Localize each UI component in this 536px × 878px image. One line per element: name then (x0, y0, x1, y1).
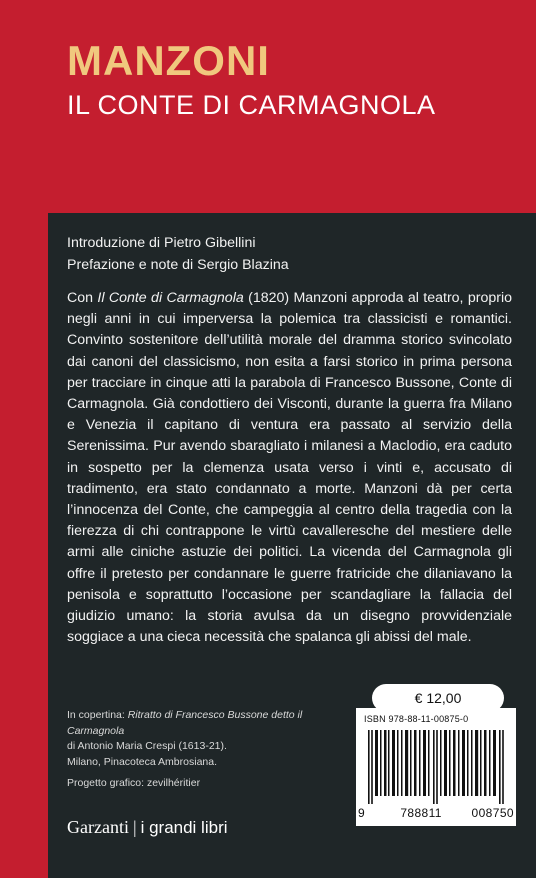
barcode-digits-right: 008750 (471, 806, 514, 820)
author-name: MANZONI (67, 37, 270, 84)
blurb-body: (1820) Manzoni approda al teatro, proprio negli anni in cui imperversa la polemica tra classicisti e romantici. Convinto sostenitore dell’utilità morale del dramma storico svincolato dai canoni del classicismo, non esita a farsi storico in prima persona per tracciare in cinque atti la parabola di Francesco Bussone, Conte di Carmagnola. Già condottiero dei Visconti, durante la guerra fra Milano e Venezia il capitano di ventura era passato al servizio della Serenissima. Pur avendo sbaragliato i milanesi a Maclodio, era caduto in sospetto per la clemenza usata verso i vinti e, accusato di tradimento, era stato condannato a morte. Manzoni dà per certa l’innocenza del Conte, che campeggia al centro della tragedia con la fierezza di chi contrappone le virtù cavalleresche del mestiere delle armi alle ciniche astuzie dei politici. La vicenda del Carmagnola gli offre il pretesto per condannare le guerre fratricide che dilaniavano la penisola e soprattutto l’occasione per scandagliare la fallacia del giudizio umano: la storia avulsa da un disegno provvidenziale soggiace a una cieca necessità che spalanca gli abissi del male. (67, 290, 513, 646)
cover-artwork-title: Ritratto di Francesco Bussone detto il Carmagnola (67, 709, 303, 737)
cover-note-prefix: In copertina: (67, 709, 128, 721)
introduction-credit: Introduzione di Pietro Gibellini (67, 235, 256, 251)
blurb-book-title: Il Conte di Carmagnola (97, 290, 244, 306)
blurb-prefix: Con (67, 290, 98, 306)
barcode-digit-first: 9 (358, 806, 365, 820)
price-tag: € 12,00 (372, 684, 504, 712)
series-name: i grandi libri (140, 818, 228, 837)
isbn-label: ISBN 978-88-11-00875-0 (364, 714, 469, 724)
book-title: IL CONTE DI CARMAGNOLA (67, 90, 436, 120)
barcode-digits-left: 788811 (400, 806, 442, 820)
barcode-digits (358, 806, 514, 820)
design-credit: Progetto grafico: zevilhéritier (67, 777, 201, 789)
publisher-logo (67, 817, 228, 838)
cover-note (67, 708, 312, 770)
cover-location: Milano, Pinacoteca Ambrosiana. (67, 755, 217, 768)
barcode-icon (368, 730, 504, 804)
blurb-text (67, 288, 512, 648)
publisher-name: Garzanti (67, 817, 129, 837)
preface-credit: Prefazione e note di Sergio Blazina (67, 257, 289, 273)
publisher-separator: | (132, 817, 137, 837)
credits-block (67, 232, 289, 276)
barcode-box (356, 708, 516, 826)
cover-artist: di Antonio Maria Crespi (1613-21). (67, 740, 227, 752)
